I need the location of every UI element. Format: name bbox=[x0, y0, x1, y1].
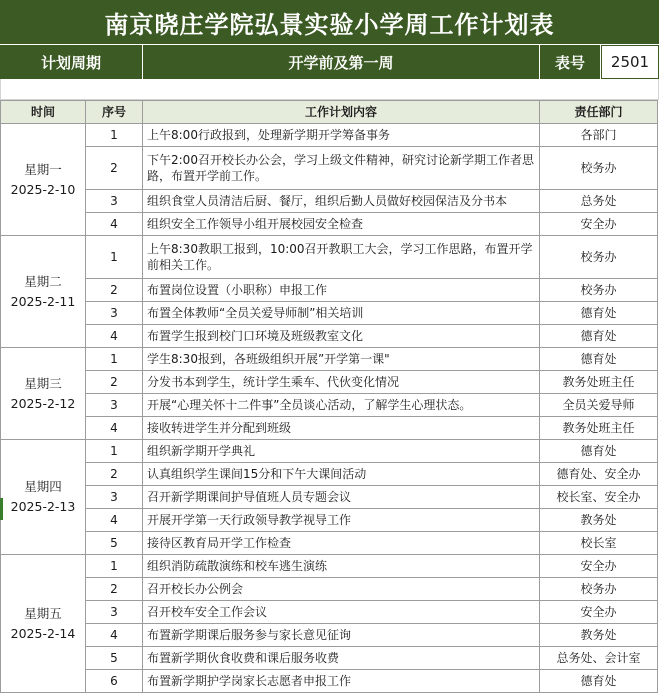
weekday-label: 星期二 bbox=[24, 273, 62, 289]
period-value: 开学前及第一周 bbox=[143, 45, 540, 79]
seq-cell: 2 bbox=[86, 147, 143, 190]
table-row bbox=[1, 670, 658, 693]
table-row bbox=[1, 463, 658, 486]
dept-cell: 校务办 bbox=[540, 279, 658, 302]
seq-cell: 3 bbox=[86, 190, 143, 213]
content-cell: 学生8:30报到，各班级组织开展”开学第一课" bbox=[143, 348, 540, 371]
table-row bbox=[1, 213, 658, 236]
table-row bbox=[1, 486, 658, 509]
date-label: 2025-2-14 bbox=[10, 625, 76, 641]
table-header-row bbox=[1, 101, 658, 124]
content-cell: 召开校车安全工作会议 bbox=[143, 601, 540, 624]
table-row bbox=[1, 601, 658, 624]
seq-cell: 4 bbox=[86, 325, 143, 348]
seq-cell: 2 bbox=[86, 279, 143, 302]
content-cell: 布置新学期伙食收费和课后服务收费 bbox=[143, 647, 540, 670]
plan-table bbox=[0, 100, 658, 693]
content-cell: 布置全体教师“全员关爱导师制”相关培训 bbox=[143, 302, 540, 325]
dept-cell: 总务处 bbox=[540, 190, 658, 213]
dept-cell: 安全办 bbox=[540, 555, 658, 578]
content-cell: 认真组织学生课间15分和下午大课间活动 bbox=[143, 463, 540, 486]
dept-cell: 教务处 bbox=[540, 624, 658, 647]
dept-cell: 德育处 bbox=[540, 670, 658, 693]
seq-cell: 3 bbox=[86, 302, 143, 325]
content-cell: 组织安全工作领导小组开展校园安全检查 bbox=[143, 213, 540, 236]
content-cell: 布置新学期课后服务参与家长意见征询 bbox=[143, 624, 540, 647]
dept-cell: 教务处班主任 bbox=[540, 417, 658, 440]
date-label: 2025-2-10 bbox=[10, 181, 76, 197]
seq-cell: 3 bbox=[86, 394, 143, 417]
seq-cell: 2 bbox=[86, 371, 143, 394]
content-cell: 召开校长办公例会 bbox=[143, 578, 540, 601]
dept-cell: 教务处班主任 bbox=[540, 371, 658, 394]
dept-cell: 安全办 bbox=[540, 213, 658, 236]
seq-cell: 1 bbox=[86, 555, 143, 578]
period-label: 计划周期 bbox=[0, 45, 143, 79]
dept-cell: 德育处 bbox=[540, 302, 658, 325]
table-row bbox=[1, 555, 658, 578]
form-number-label: 表号 bbox=[540, 45, 601, 79]
day-cell bbox=[1, 555, 86, 693]
table-row bbox=[1, 532, 658, 555]
content-cell: 布置学生报到校门口环境及班级教室文化 bbox=[143, 325, 540, 348]
seq-cell: 2 bbox=[86, 463, 143, 486]
content-cell: 上午8:00行政报到，处理新学期开学筹备事务 bbox=[143, 124, 540, 147]
dept-cell: 各部门 bbox=[540, 124, 658, 147]
spacer-row bbox=[0, 79, 659, 100]
table-row bbox=[1, 647, 658, 670]
content-cell: 下午2:00召开校长办公会，学习上级文件精神，研究讨论新学期工作者思路，布置开学前工作。 bbox=[143, 147, 540, 190]
plan-body bbox=[1, 124, 658, 693]
table-row bbox=[1, 371, 658, 394]
dept-cell: 德育处、安全办 bbox=[540, 463, 658, 486]
weekday-label: 星期三 bbox=[24, 375, 62, 391]
seq-cell: 3 bbox=[86, 486, 143, 509]
seq-cell: 4 bbox=[86, 213, 143, 236]
date-label: 2025-2-13 bbox=[10, 499, 76, 514]
dept-cell: 德育处 bbox=[540, 440, 658, 463]
dept-cell: 校务办 bbox=[540, 578, 658, 601]
header-seq: 序号 bbox=[86, 101, 143, 124]
table-row bbox=[1, 279, 658, 302]
table-row bbox=[1, 236, 658, 279]
table-row bbox=[1, 147, 658, 190]
form-number-value: 2501 bbox=[601, 45, 659, 79]
table-row bbox=[1, 302, 658, 325]
seq-cell: 1 bbox=[86, 124, 143, 147]
content-cell: 组织新学期开学典礼 bbox=[143, 440, 540, 463]
table-row bbox=[1, 417, 658, 440]
day-cell bbox=[1, 124, 86, 236]
header-content: 工作计划内容 bbox=[143, 101, 540, 124]
row-marker bbox=[0, 498, 3, 520]
table-row bbox=[1, 325, 658, 348]
weekday-label: 星期一 bbox=[24, 161, 62, 177]
content-cell: 组织食堂人员清洁后厨、餐厅，组织后勤人员做好校园保洁及分书本 bbox=[143, 190, 540, 213]
content-cell: 召开新学期课间护导值班人员专题会议 bbox=[143, 486, 540, 509]
date-label: 2025-2-12 bbox=[10, 395, 76, 411]
weekday-label: 星期五 bbox=[24, 605, 62, 621]
seq-cell: 2 bbox=[86, 578, 143, 601]
content-cell: 上午8:30教职工报到，10:00召开教职工大会，学习工作思路，布置开学前相关工作。 bbox=[143, 236, 540, 279]
day-cell bbox=[1, 440, 86, 555]
content-cell: 开展开学第一天行政领导教学视导工作 bbox=[143, 509, 540, 532]
dept-cell: 德育处 bbox=[540, 348, 658, 371]
weekday-label: 星期四 bbox=[24, 479, 62, 494]
period-bar bbox=[0, 45, 659, 79]
dept-cell: 校长室 bbox=[540, 532, 658, 555]
dept-cell: 安全办 bbox=[540, 601, 658, 624]
seq-cell: 5 bbox=[86, 532, 143, 555]
seq-cell: 5 bbox=[86, 647, 143, 670]
dept-cell: 总务处、会计室 bbox=[540, 647, 658, 670]
seq-cell: 4 bbox=[86, 624, 143, 647]
seq-cell: 6 bbox=[86, 670, 143, 693]
content-cell: 接待区教育局开学工作检查 bbox=[143, 532, 540, 555]
table-row bbox=[1, 394, 658, 417]
content-cell: 分发书本到学生，统计学生乘车、代伙变化情况 bbox=[143, 371, 540, 394]
seq-cell: 4 bbox=[86, 417, 143, 440]
dept-cell: 全员关爱导师 bbox=[540, 394, 658, 417]
header-dept: 责任部门 bbox=[540, 101, 658, 124]
dept-cell: 教务处 bbox=[540, 509, 658, 532]
content-cell: 接收转进学生并分配到班级 bbox=[143, 417, 540, 440]
dept-cell: 校务办 bbox=[540, 236, 658, 279]
content-cell: 布置新学期护学岗家长志愿者申报工作 bbox=[143, 670, 540, 693]
content-cell: 布置岗位设置（小职称）申报工作 bbox=[143, 279, 540, 302]
seq-cell: 1 bbox=[86, 348, 143, 371]
seq-cell: 3 bbox=[86, 601, 143, 624]
table-row bbox=[1, 624, 658, 647]
seq-cell: 1 bbox=[86, 236, 143, 279]
content-cell: 开展“心理关怀十二件事”全员谈心活动，了解学生心理状态。 bbox=[143, 394, 540, 417]
seq-cell: 4 bbox=[86, 509, 143, 532]
date-label: 2025-2-11 bbox=[10, 293, 76, 309]
table-row bbox=[1, 348, 658, 371]
header-time: 时间 bbox=[1, 101, 86, 124]
content-cell: 组织消防疏散演练和校车逃生演练 bbox=[143, 555, 540, 578]
table-row bbox=[1, 124, 658, 147]
dept-cell: 校务办 bbox=[540, 147, 658, 190]
day-cell bbox=[1, 236, 86, 348]
table-row bbox=[1, 190, 658, 213]
dept-cell: 校长室、安全办 bbox=[540, 486, 658, 509]
day-cell bbox=[1, 348, 86, 440]
table-row bbox=[1, 578, 658, 601]
table-row bbox=[1, 509, 658, 532]
seq-cell: 1 bbox=[86, 440, 143, 463]
table-row bbox=[1, 440, 658, 463]
page-title: 南京晓庄学院弘景实验小学周工作计划表 bbox=[0, 0, 659, 45]
dept-cell: 德育处 bbox=[540, 325, 658, 348]
